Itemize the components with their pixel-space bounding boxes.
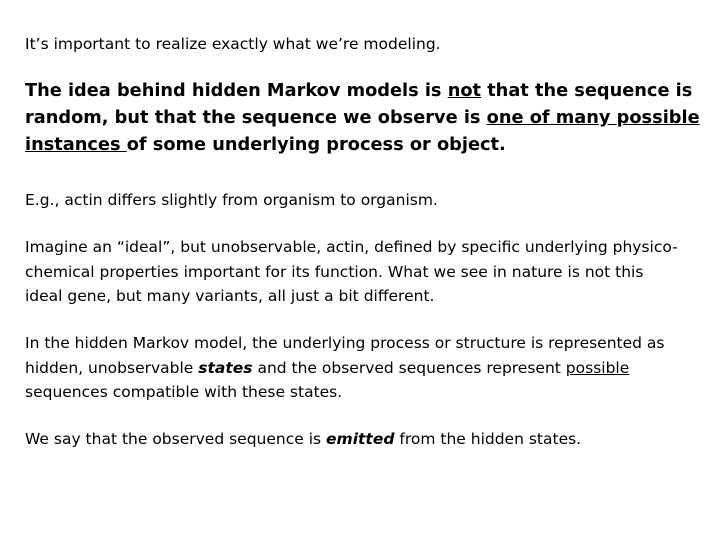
hmm-states-emphasis: states (198, 358, 253, 377)
idea-line-2-start: random, but that the sequence we observe is (25, 108, 487, 128)
imagine-line-2: chemical properties important for its function. What we see in nature is not this (25, 262, 644, 281)
idea-line-3-end: of some underlying process or object. (126, 135, 506, 155)
idea-one-of-many-emphasis: one of many possible (486, 108, 700, 128)
intro-paragraph (25, 32, 441, 57)
hmm-line-2 (25, 356, 665, 381)
hmm-possible-emphasis: possible (565, 358, 630, 377)
idea-heading (25, 78, 700, 159)
imagine-paragraph (25, 235, 678, 309)
idea-line-1 (25, 78, 700, 105)
idea-line-1-start: The idea behind hidden Markov models is (25, 81, 448, 101)
emitted-paragraph (25, 427, 581, 452)
emitted-end: from the hidden states. (394, 430, 582, 448)
hmm-line-3: sequences compatible with these states. (25, 383, 343, 401)
idea-not-emphasis: not (447, 81, 482, 101)
emitted-emphasis: emitted (326, 430, 395, 448)
intro-text: It’s important to realize exactly what we’re modeling. (25, 35, 441, 53)
imagine-line-3: ideal gene, but many variants, all just a bit different. (25, 287, 435, 305)
idea-line-1-end: that the sequence is (481, 81, 693, 101)
hmm-line-1: In the hidden Markov model, the underlying process or structure is represented as (25, 334, 665, 352)
emitted-line (25, 427, 581, 452)
imagine-line-1: Imagine an “ideal”, but unobservable, actin, defined by specific underlying physico- (25, 238, 678, 256)
idea-instances-emphasis: instances (25, 135, 127, 155)
example-paragraph (25, 188, 438, 213)
example-text: E.g., actin differs slightly from organism to organism. (25, 191, 438, 209)
hmm-line-2-start: hidden, unobservable (25, 358, 199, 377)
idea-line-2 (25, 105, 700, 132)
hmm-paragraph (25, 331, 665, 405)
emitted-start: We say that the observed sequence is (25, 430, 327, 448)
idea-line-3 (25, 132, 700, 159)
hmm-line-2-middle: and the observed sequences represent (252, 358, 566, 377)
